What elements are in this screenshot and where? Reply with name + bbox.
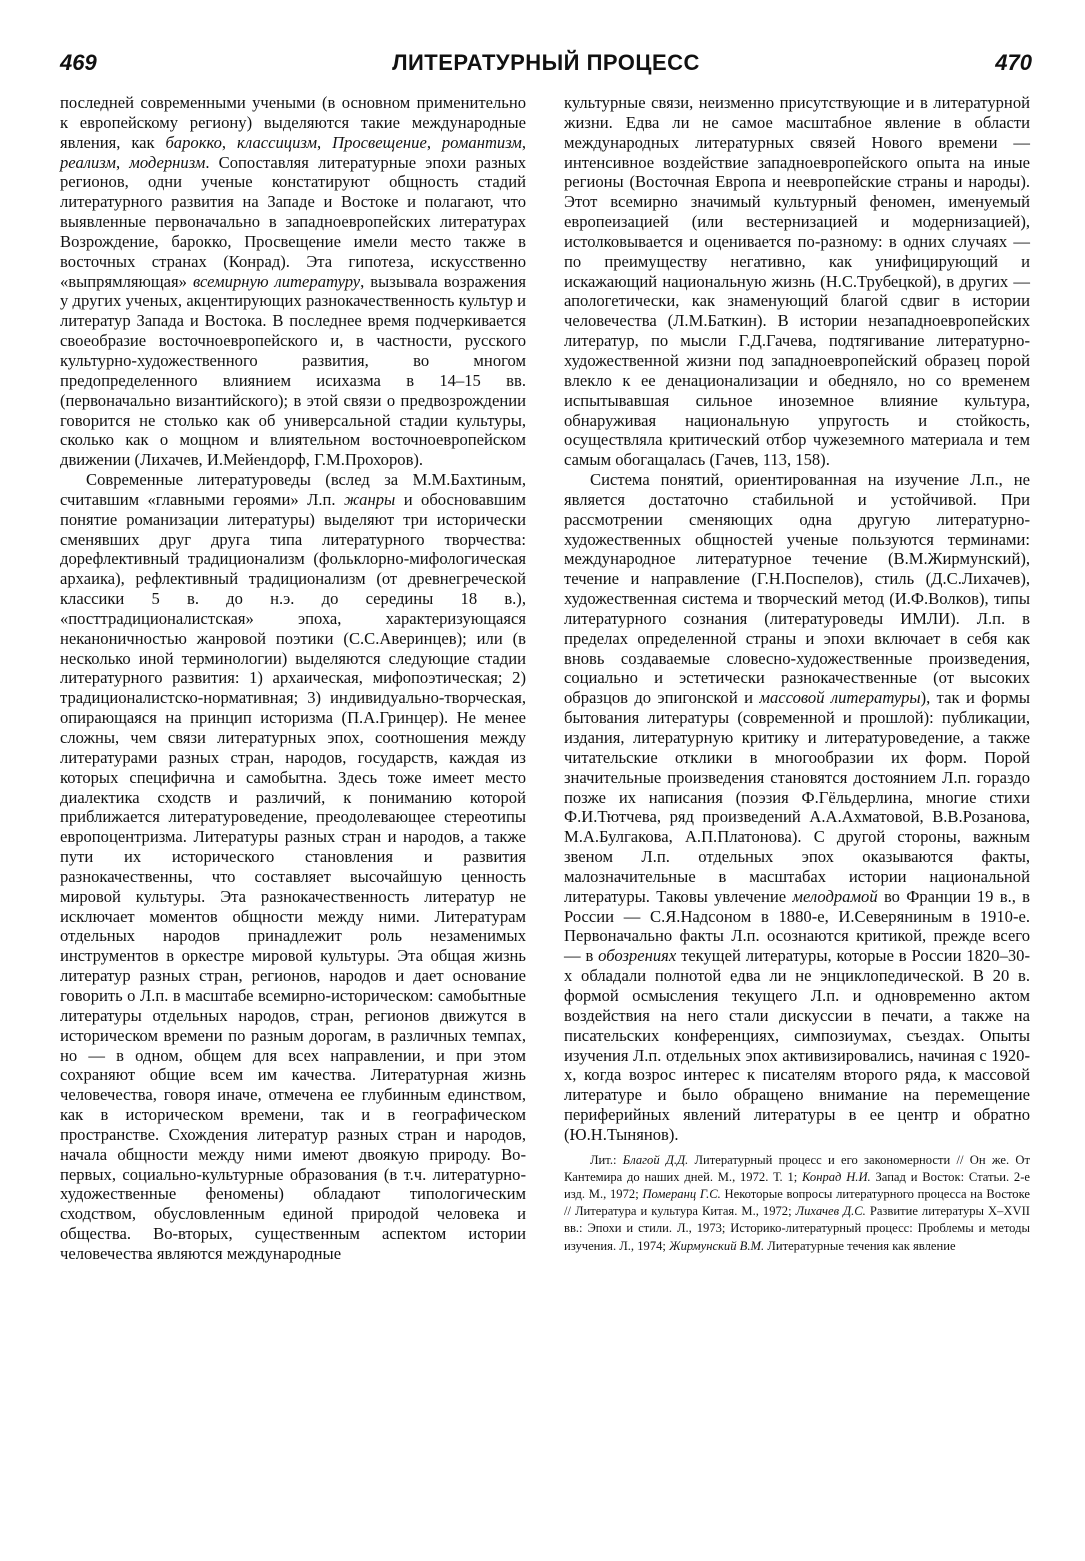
paragraph-concept-system: Система понятий, ориентированная на изучение Л.п., не является достаточно стабильной и устойчивой. При рассмотрении сменяющих одна другую литературно-художественных общностей ученые пользуются терминами: международное литературное течение (В.М.Жирмунский), течение и направление (Г.Н.Поспелов), стиль (Д.С.Лихачев), художественная система и творческий метод (И.Ф.Волков), типы литературного сознания (литературоведы ИМЛИ). Л.п. в пределах определенной страны и эпохи включает в себя как вновь создаваемые словесно-художественные произведения, социально и эстетически разнокачественные (от высоких образцов до эпигонской и массовой литературы), так и формы бытования литературы (современной и прошлой): публикации, издания, литературную критику и литературоведение, а также читательские отклики в многообразии их форм. Порой значительные произведения становятся достоянием Л.п. гораздо позже их написания (поэзия Ф.Гёльдерлина, многие стихи Ф.И.Тютчева, ряд произведений А.А.Ахматовой, В.В.Розанова, М.А.Булгакова, А.П.Платонова). С другой стороны, важным звеном Л.п. отдельных эпох оказываются факты, малозначительные в масштабах истории национальной литературы. Таковы увлечение мелодрамой во Франции 19 в., в России — С.Я.Надсоном в 1880-е, И.Северяниным в 1910-е. Первоначально факты Л.п. осознаются критикой, прежде всего — в обозрениях текущей литературы, которые в России 1820–30-х обладали полнотой едва ли не энциклопедической. В 20 в. формой осмысления текущего Л.п. и одновременно актом воздействия на него стали дискуссии в печати, а также на писательских конференциях, симпозиумах, съездах. Опыты изучения Л.п. отдельных эпох активизировались, начиная с 1920-х, когда возрос интерес к писателям второго ряда, к массовой литературе и было обращено внимание на перемещение периферийных явлений литературы в ее центр и обратно (Ю.Н.Тынянов). xyxy=(564,470,1030,1144)
page-number-left: 469 xyxy=(60,50,97,75)
bibliography: Лит.: Благой Д.Д. Литературный процесс и его закономерности // Он же. От Кантемира до наших дней. М., 1972. Т. 1; Конрад Н.И. Запад и Восток: Статьи. 2-е изд. М., 1972; Померанц Г.С. Некоторые вопросы литературного процесса на Востоке // Литература и культура Китая. М., 1972; Лихачев Д.С. Развитие литературы X–XVII вв.: Эпохи и стили. Л., 1973; Историко-литературный процесс: Проблемы и методы изучения. Л., 1974; Жирмунский В.М. Литературные течения как явление xyxy=(564,1152,1030,1253)
page-number-right: 470 xyxy=(995,50,1032,75)
paragraph-literary-typology: Современные литературоведы (вслед за М.М.Бахтиным, считавшим «главными героями» Л.п. жанры и обосновавшим понятие романизации литературы) выделяют три исторически сменявших друг друга типа литературного творчества: дорефлективный традиционализм (фольклорно-мифологическая архаика), рефлективный традиционализм (от древнегреческой классики 5 в. до н.э. до середины 18 в.), «посттрадиционалистская» эпоха, характеризующаяся неканоничностью жанровой поэтики (С.С.Аверинцев); или (в несколько иной терминологии) выделяются следующие стадии литературного развития: 1) архаическая, мифопоэтическая; 2) традиционалистско-нормативная; 3) индивидуально-творческая, опирающаяся на принцип историзма (П.А.Гринцер). Не менее сложны, чем связи литературных эпох, соотношения между литературами разных стран, народов, государств, каждая из которых специфична и самобытна. Здесь тоже имеет место диалектика сходств и различий, к пониманию которой приближается литературоведение, преодолевающее стереотипы европоцентризма. Литературы разных стран и народов, а также пути их исторического становления и развития разнокачественны, что составляет высочайшую ценность мировой культуры. Эта разнокачественность литератур не исключает моментов общности между ними. Литературам отдельных народов принадлежит роль незаменимых инструментов в оркестре мировой культуры. Эта общая жизнь литератур разных стран, регионов, народов и дает основание говорить о Л.п. в масштабе всемирно-историческом: самобытные литературы отдельных народов, стран, регионов движутся в историческом времени по разным дорогам, в различных темпах, но — в одном, общем для всех направлении, и при этом сохраняют общие всем им качества. Литературная жизнь человечества, говоря иначе, отмечена ее глубинным единством, как в историческом времени, так и в географическом пространстве. Схождения литератур разных стран и народов, начала общности между ними имеют двоякую природу. Во-первых, социально-культурные образования (в т.ч. литературно-художественные феномены) обладают типологическим сходством, обусловленным единой природой человека и общества. Во-вторых, существенным аспектом истории человечества являются международные xyxy=(60,470,526,1263)
running-title: ЛИТЕРАТУРНЫЙ ПРОЦЕСС xyxy=(392,50,700,75)
left-column xyxy=(60,93,526,1264)
right-column xyxy=(564,93,1030,1255)
running-header xyxy=(60,50,1032,86)
paragraph-cultural-links: культурные связи, неизменно присутствующие и в литературной жизни. Едва ли не самое масштабное явление в области международных литературных связей Нового времени — интенсивное воздействие западноевропейского опыта на иные регионы (Восточная Европа и неевропейские страны и народы). Этот всемирно значимый культурный феномен, именуемый европеизацией (или вестернизацией и модернизацией), истолковывается и оценивается по-разному: в одних случаях — по преимуществу негативно, как унифицирующий и искажающий национальную жизнь (Н.С.Трубецкой), в других — апологетически, как знаменующий благой сдвиг в истории человечества (Л.М.Баткин). В истории незападноевропейских литератур, по мысли Г.Д.Гачева, подтягивание литературно-художественной жизни под западноевропейский образец порой влекло к ее денационализации и обедняло, но со временем испытывавшая сильное иноземное влияние культура, обнаруживая национальную упругость и стойкость, осуществляла критический отбор чужеземного материала и тем самым обогащалась (Гачев, 113, 158). xyxy=(564,93,1030,470)
paragraph-continued: последней современными учеными (в основном применительно к европейскому региону) выделяются такие международные явления, как барокко, классицизм, Просвещение, романтизм, реализм, модернизм. Сопоставляя литературные эпохи разных регионов, одни ученые констатируют общность стадий литературного развития на Западе и Востоке и полагают, что выявленные первоначально в западноевропейских литературах Возрождение, барокко, Просвещение имели место также в восточных странах (Конрад). Эта гипотеза, искусственно «выпрямляющая» всемирную литературу, вызывала возражения у других ученых, акцентирующих разнокачественность культур и литератур Запада и Востока. В последнее время подчеркивается своеобразие восточноевропейского и, в частности, русского культурно-художественного развития, во многом предопределенного влиянием исихазма в 14–15 вв. (первоначально византийского); в этой связи о предвозрождении говорится не столько как об универсальной стадии культуры, сколько как о мощном и влиятельном восточноевропейском движении (Лихачев, И.Мейендорф, Г.М.Прохоров). xyxy=(60,93,527,470)
